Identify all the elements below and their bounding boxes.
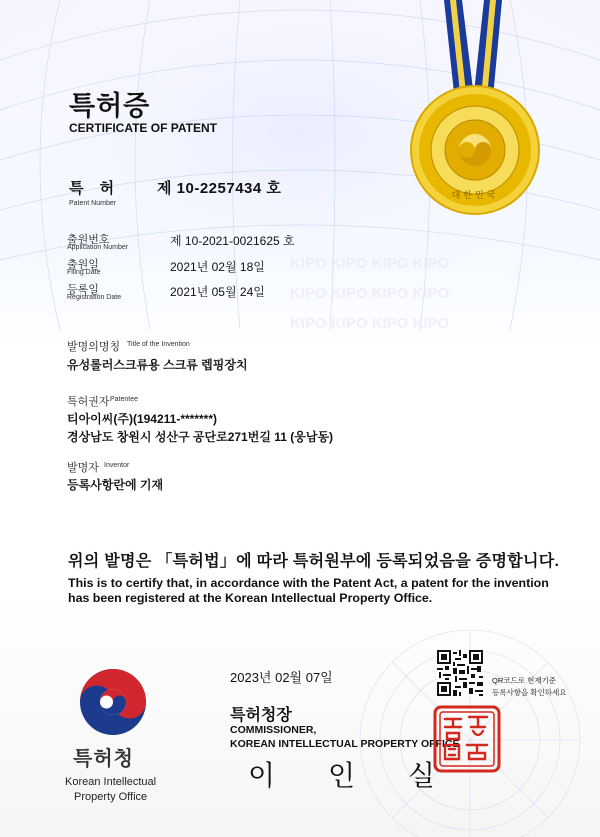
patent-number-value: 제 10-2257434 호 bbox=[157, 180, 282, 197]
registration-date-value: 2021년 05월 24일 bbox=[170, 285, 265, 299]
qr-note-line2: 등록사항을 확인하세요 bbox=[492, 688, 567, 697]
certificate-title: 특허증 bbox=[69, 91, 151, 121]
invention-title-label-en: Title of the Invention bbox=[127, 341, 190, 348]
patentee-address: 경상남도 창원시 성산구 공단로271번길 11 (웅남동) bbox=[67, 430, 334, 444]
application-number-label: 출원번호 bbox=[67, 234, 110, 246]
kipo-name-en-2: Property Office bbox=[74, 791, 148, 803]
patentee-name: 티아이씨(주)(194211-*******) bbox=[67, 412, 218, 426]
inventor-value: 등록사항란에 기재 bbox=[67, 478, 164, 492]
kipo-name-ko: 특허청 bbox=[73, 748, 134, 770]
commissioner-signature: 이 인 실 bbox=[248, 759, 457, 792]
filing-date-label-en: Filing Date bbox=[67, 269, 101, 276]
patent-number-label-en: Patent Number bbox=[69, 200, 117, 207]
commissioner-title-en-1: COMMISSIONER, bbox=[230, 724, 317, 736]
official-seal bbox=[433, 705, 501, 773]
kipo-watermark: KIPO KIPO KIPO KIPO bbox=[290, 285, 450, 302]
kipo-watermark: KIPO KIPO KIPO KIPO bbox=[290, 315, 450, 332]
inventor-label: 발명자 bbox=[67, 462, 99, 474]
invention-title-value: 유성롤러스크류용 스크류 렙핑장치 bbox=[67, 358, 248, 372]
certification-statement-en-2: has been registered at the Korean Intellectual Property Office. bbox=[68, 591, 433, 605]
kipo-name-en-1: Korean Intellectual bbox=[65, 776, 157, 788]
medal-text: 대한민국 bbox=[451, 191, 499, 201]
patentee-label: 특허권자 bbox=[67, 396, 110, 408]
application-number-label-en: Application Number bbox=[67, 244, 129, 251]
inventor-label-en: Inventor bbox=[104, 462, 130, 469]
registration-date-label: 등록일 bbox=[67, 284, 99, 296]
commissioner-title-en-2: KOREAN INTELLECTUAL PROPERTY OFFICE bbox=[230, 738, 460, 750]
commissioner-title: 특허청장 bbox=[230, 707, 292, 724]
certificate-title-en: CERTIFICATE OF PATENT bbox=[69, 121, 217, 135]
filing-date-label: 출원일 bbox=[67, 259, 99, 271]
qr-note-line1: QR코드로 현재기준 bbox=[492, 676, 557, 685]
patent-number-label: 특 허 bbox=[69, 180, 121, 197]
certification-statement-en-1: This is to certify that, in accordance with the Patent Act, a patent for the invention bbox=[68, 576, 549, 590]
qr-code[interactable] bbox=[437, 650, 483, 696]
invention-title-label: 발명의명칭 bbox=[67, 341, 121, 353]
kipo-watermark: KIPO KIPO KIPO KIPO bbox=[290, 255, 450, 272]
certification-statement-ko: 위의 발명은 「특허법」에 따라 특허원부에 등록되었음을 증명합니다. bbox=[68, 553, 560, 570]
patentee-label-en: Patentee bbox=[110, 396, 139, 403]
issue-date: 2023년 02월 07일 bbox=[230, 670, 333, 685]
application-number-value: 제 10-2021-0021625 호 bbox=[170, 234, 295, 248]
gold-medal bbox=[400, 0, 550, 215]
kipo-logo-icon bbox=[78, 667, 148, 737]
registration-date-label-en: Registration Date bbox=[67, 294, 122, 301]
filing-date-value: 2021년 02월 18일 bbox=[170, 260, 265, 274]
